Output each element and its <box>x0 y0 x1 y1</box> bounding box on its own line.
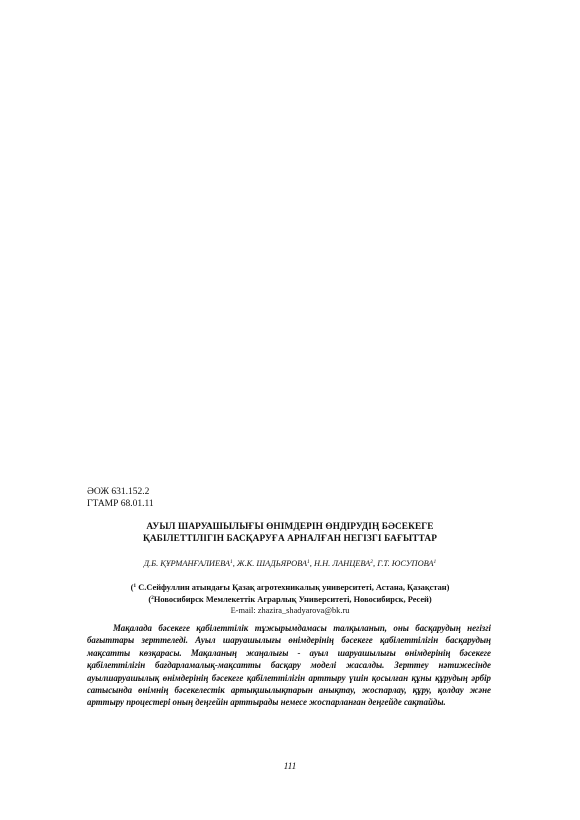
page-number: 111 <box>283 762 297 772</box>
title-line-2: ҚАБІЛЕТТІЛІГІН БАСҚАРУҒА АРНАЛҒАН НЕГІЗГІ БАҒЫТТАР <box>143 534 437 544</box>
abstract-paragraph: Мақалада бәсекеге қабілеттілік тұжырымдамасы талқыланып, оны басқарудың негізгі бағыттары зерттеледі. Ауыл шаруашылығы өнімдерінің бәсекеге қабілеттілігін басқарудың мақсатты көзқарасы. Мақаланың жаңалығы - ауыл шаруашылығы өнімдерінің бәсекеге қабілеттілігін бағдарламалық-мақсатты басқару моделі жасалды. Зерттеу нәтижесінде ауылшаруашылық өнімдерінің бәсекеге қабілеттілігін арттыру үшін қосылған құны құрудың әрбір сатысында өнімнің бәсекелестік артықшылықтарын анықтау, жоспарлау, құру, қолдау және арттыру процестері оның деңгейін арттырады немесе жоспарланған деңгейде сақтайды. <box>87 623 491 708</box>
classification-codes <box>87 486 154 510</box>
author-affil-sup: 1 <box>433 559 437 565</box>
author-separator: , <box>232 559 237 568</box>
affil-text: Новосибирск Мемлекеттік Аграрлық Университеті, Новосибирск, Ресей) <box>153 595 432 604</box>
affil-sup: 2 <box>151 595 154 601</box>
title-line-1: АУЫЛ ШАРУАШЫЛЫҒЫ ӨНІМДЕРІН ӨНДІРУДІҢ БӘСЕКЕГЕ <box>146 522 434 532</box>
author-name: Н.Н. ЛАНЦЕВА <box>313 559 371 568</box>
grnti-code: ГТАМР 68.01.11 <box>87 499 154 509</box>
affil-paren: ( <box>130 583 134 592</box>
affil-sup: 1 <box>133 583 137 589</box>
author-affil-sup: 1 <box>307 559 310 565</box>
author-list <box>70 557 510 569</box>
udc-code: ӘОЖ 631.152.2 <box>87 487 150 497</box>
author-separator: , <box>373 559 378 568</box>
contact-email: E-mail: zhazira_shadyarova@bk.ru <box>230 606 350 615</box>
affiliation-2 <box>70 593 510 605</box>
author-name: Г.Т. ЮСУПОВА <box>377 559 434 568</box>
affiliation-1 <box>70 581 510 593</box>
author-separator: , <box>309 559 314 568</box>
affiliations <box>70 581 510 616</box>
affil-paren: ( <box>148 595 152 604</box>
affil-text: С.Сейфуллин атындағы Қазақ агротехникалық университеті, Астана, Қазақстан) <box>136 583 450 592</box>
paper-title <box>70 521 510 545</box>
author-affil-sup: 2 <box>370 559 374 565</box>
author-name: Д.Б. ҚҰРМАНҒАЛИЕВА <box>143 559 230 568</box>
author-name: Ж.К. ШАДЬЯРОВА <box>236 559 308 568</box>
author-affil-sup: 1 <box>229 559 233 565</box>
